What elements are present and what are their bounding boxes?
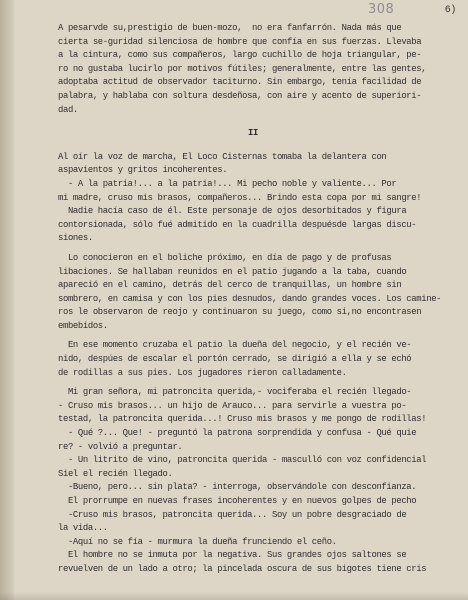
text-line: cierta se-guridad silenciosa de hombre que confía en sus fuerzas. Llevaba [58, 36, 422, 47]
text-line: testad, la patroncita querida...! Cruso mis brasos y me pongo de rodillas! [58, 414, 427, 425]
text-line: Nadie hacía caso de él. Este personaje de ojos desorbitados y figura [58, 206, 407, 217]
text-line: -Bueno, pero... sin plata? - interroga, observándole con desconfianza. [58, 482, 417, 493]
text-line: Mi gran señora, mi patroncita querida,- vociferaba el recién llegado- [58, 387, 412, 398]
text-line: embebidos. [58, 320, 108, 331]
text-line: - A la patria!... a la patria!... Mi pecho noble y valiente... Por [58, 178, 397, 189]
paragraph-4 [58, 339, 448, 380]
handwritten-folio-number: 308 [368, 2, 395, 17]
text-line: palabra, y hablaba con soltura desdeñosa, con aire y acento de superiori- [58, 90, 422, 101]
text-line: ros le observaron de reojo y continuaron su juego, como si,no encontrasen [58, 307, 422, 318]
text-line: mi madre, cruso mis brasos, compañeros... Brindo esta copa por mi sangre! [58, 192, 422, 203]
paragraph-1 [58, 22, 448, 117]
text-line: A pesarvde su,prestigio de buen-mozo, no era fanfarrón. Nada más que [58, 23, 402, 33]
text-line: Lo conocieron en el boliche próximo, en día de pago y de profusas [58, 252, 392, 263]
text-line: nido, despúes de escalar el portón cerrado, se dirigió a ella y se echó [58, 354, 412, 365]
text-line: dad. [58, 104, 78, 115]
paragraph-2 [58, 151, 448, 246]
text-line: revuelven de un lado a otro; la pincelada oscura de sus bigotes tiene cris [58, 563, 427, 574]
text-line: adoptaba actitud de observador taciturno. Sin embargo, tenía facilidad de [58, 77, 422, 88]
text-line: contorsionada, sólo fué admitido en la cuadrilla despuésde largas discu- [58, 219, 417, 230]
text-line: sombrero, en camisa y con los pies desnudos, dando grandes voces. Los camine- [58, 293, 442, 304]
text-line: la vida... [58, 523, 108, 534]
paragraph-3 [58, 252, 448, 334]
text-line: -Aquí no se fía - murmura la dueña frunciendo el ceño. [58, 536, 337, 547]
text-line: - Un litrito de vino, patroncita querida - masculló con voz confidencial [58, 455, 427, 466]
text-line: - Qué ?... Que! - preguntó la patrona sorprendida y confusa - Qué quie [58, 428, 417, 439]
paragraph-5 [58, 386, 448, 576]
page-shadow [0, 592, 468, 600]
text-line: re? - volvió a preguntar. [58, 441, 183, 452]
text-line: de rodillas a sus pies. Los jugadores rieron calladamente. [58, 367, 347, 378]
text-line: -Cruso mis brasos, patroncita querida... Soy un pobre desgraciado de [58, 509, 407, 520]
text-line: libaciones. Se hallaban reunidos en el patio jugando a la taba, cuando [58, 266, 407, 277]
section-heading: II [248, 128, 258, 139]
page-number: 6) [444, 5, 456, 16]
text-line: En ese momento cruzaba el patio la dueña del negocio, y el recién ve- [58, 340, 412, 351]
text-line: - Cruso mis brasos... un hijo de Arauco... para servirle a vuestra po- [58, 400, 407, 411]
text-line: Al oír la voz de marcha, El Loco Cisternas tomaba la delantera con [58, 151, 387, 162]
text-line: a la cintura, como sus compañeros, largo cuchillo de hoja triangular, pe- [58, 50, 422, 61]
text-line: siones. [58, 233, 93, 244]
text-line: ro no gustaba lucirlo por motivos fútiles; generalmente, entre las gentes, [58, 63, 427, 74]
text-line: El hombre no se inmuta por la negativa. Sus grandes ojos saltones se [58, 550, 407, 561]
text-line: Siel el recién llegado. [58, 468, 173, 479]
text-line: aspavientos y gritos incoherentes. [58, 165, 228, 176]
text-line: El prorrumpe en nuevas frases incoherentes y en nuevos golpes de pecho [58, 496, 417, 506]
text-line: apareció en el camino, detrás del cerco de tranquillas, un hombre sin [58, 280, 402, 291]
